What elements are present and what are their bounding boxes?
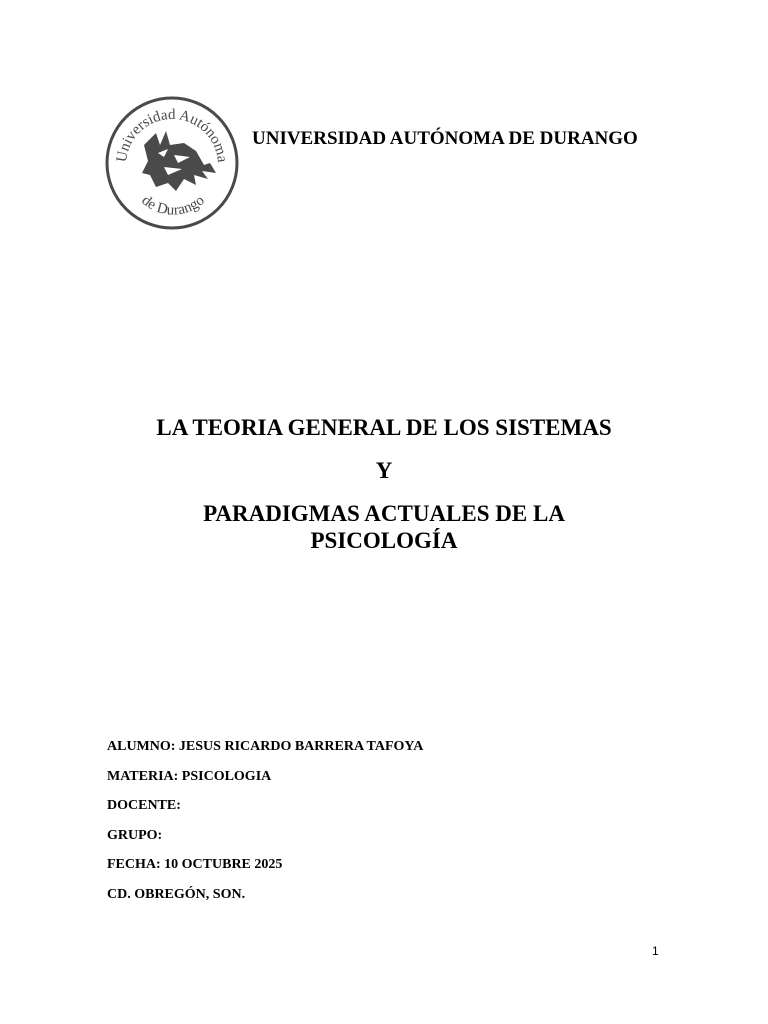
document-title — [100, 414, 668, 554]
university-seal-icon — [104, 95, 241, 232]
info-lugar: CD. OBREGÓN, SON. — [107, 886, 246, 902]
title-line-4: PSICOLOGÍA — [310, 528, 458, 553]
university-seal-graphic — [104, 95, 241, 232]
student-info — [107, 738, 423, 915]
info-docente: DOCENTE: — [107, 798, 181, 813]
svg-text:Universidad Autónoma: Universidad Autónoma — [113, 106, 230, 164]
info-grupo: GRUPO: — [107, 827, 163, 843]
page-number: 1 — [652, 944, 659, 958]
title-line-2: Y — [375, 458, 393, 483]
title-line-1: LA TEORIA GENERAL DE LOS SISTEMAS — [156, 415, 612, 440]
university-name: UNIVERSIDAD AUTÓNOMA DE DURANGO — [252, 128, 638, 149]
title-line-3: PARADIGMAS ACTUALES DE LA — [203, 501, 565, 526]
info-materia: MATERIA: PSICOLOGIA — [107, 768, 272, 784]
svg-text:de Durango: de Durango — [138, 192, 208, 219]
info-alumno: ALUMNO: JESUS RICARDO BARRERA TAFOYA — [107, 739, 424, 754]
info-fecha: FECHA: 10 OCTUBRE 2025 — [107, 857, 283, 872]
